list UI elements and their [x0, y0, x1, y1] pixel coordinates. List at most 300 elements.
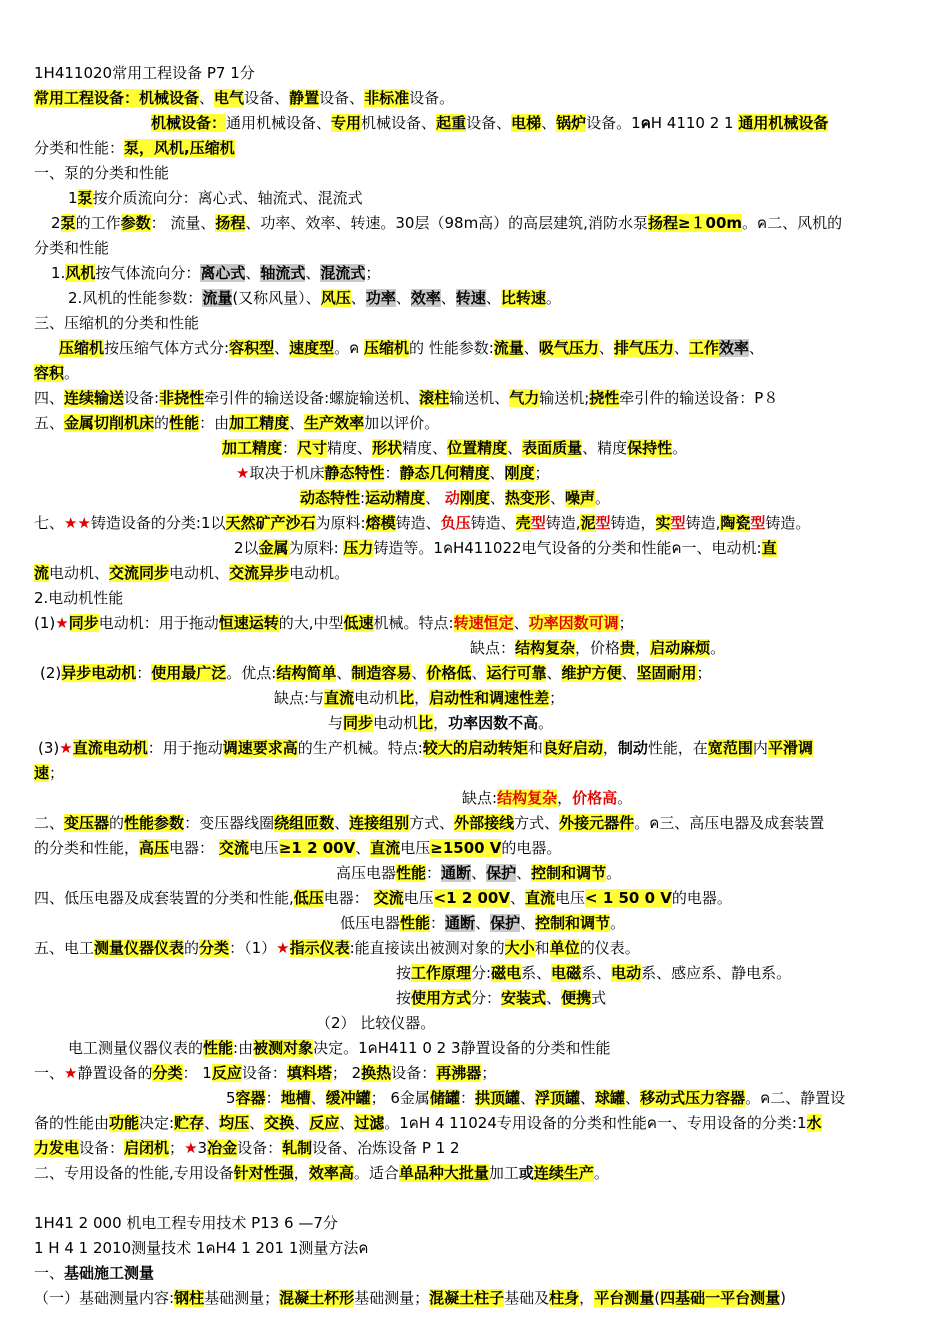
highlighted-text: 性能	[400, 914, 431, 932]
text-segment: 一、	[34, 1264, 65, 1282]
text-segment: 。优点:	[226, 664, 277, 682]
text-line	[234, 537, 777, 559]
highlighted-text: 平台测量	[594, 1289, 655, 1307]
text-segment: ★	[64, 1064, 78, 1082]
text-segment: 。	[610, 914, 626, 932]
text-segment: 。	[593, 1164, 609, 1182]
text-segment: 、	[204, 1114, 220, 1132]
highlighted-text: 性能	[396, 864, 427, 882]
text-segment: 铸造。	[765, 514, 811, 532]
highlighted-text: 变压器	[64, 814, 110, 832]
text-line	[40, 662, 712, 684]
text-line	[34, 937, 640, 959]
text-segment: 1	[68, 189, 78, 207]
gray-highlighted-text: 通断	[441, 864, 472, 882]
text-segment: 为原料:	[315, 514, 366, 532]
text-segment: 、	[546, 989, 562, 1007]
highlighted-text: 低速	[343, 614, 374, 632]
text-line	[68, 187, 363, 209]
text-segment: 四、低压电器及成套装置的分类和性能,	[34, 889, 294, 907]
text-segment: :由	[233, 1039, 254, 1057]
text-line	[236, 462, 550, 484]
text-segment: 系、	[521, 964, 552, 982]
text-segment: 输送机、	[449, 389, 510, 407]
highlighted-text: 金属	[258, 539, 289, 557]
text-segment: 、	[598, 339, 614, 357]
highlighted-text: 参数	[120, 214, 151, 232]
highlighted-text: 宽范围	[707, 739, 753, 757]
text-segment: 。ค	[334, 339, 364, 357]
text-segment: 设备:	[124, 389, 160, 407]
text-segment: 通用机械设备、	[226, 114, 332, 132]
highlighted-text: 刚度	[504, 464, 535, 482]
text-segment: 、	[489, 464, 505, 482]
gray-highlighted-text: 保护	[486, 864, 517, 882]
text-segment: 、	[336, 664, 352, 682]
text-segment: 机械设备、	[361, 114, 437, 132]
text-segment: (	[654, 1289, 661, 1307]
text-segment: 电动机、	[49, 564, 110, 582]
text-segment: ： 流量、	[150, 214, 216, 232]
highlighted-text: 滚柱	[419, 389, 450, 407]
highlighted-text: 压力	[343, 539, 374, 557]
text-line	[34, 1287, 786, 1309]
text-segment: 、	[411, 664, 427, 682]
highlighted-text: 结构复杂	[515, 639, 576, 657]
highlighted-text: 形状	[372, 439, 403, 457]
highlighted-text: <1 2 00V	[433, 889, 510, 907]
highlighted-text: 性能参数	[124, 814, 185, 832]
highlighted-text: 交流异步	[229, 564, 290, 582]
text-line	[34, 62, 255, 84]
text-segment: 电压	[248, 839, 279, 857]
text-segment: 与	[328, 714, 344, 732]
highlighted-text: 连续生产	[533, 1164, 594, 1182]
text-segment: 、	[395, 289, 411, 307]
highlighted-text: 直流电动机	[72, 739, 148, 757]
text-segment: 铸造、	[395, 514, 441, 532]
text-segment: 、	[249, 1114, 265, 1132]
text-line	[34, 812, 824, 834]
text-segment: 、精度	[582, 439, 628, 457]
highlighted-text: 价格低	[426, 664, 472, 682]
text-segment: 、	[339, 1114, 355, 1132]
text-segment: 1.	[51, 264, 66, 282]
highlighted-text: 通用机械设备	[738, 114, 829, 132]
text-line	[38, 737, 813, 759]
text-segment: ，	[293, 1164, 309, 1182]
gray-highlighted-text: 转速	[455, 289, 486, 307]
text-segment: ：	[430, 914, 446, 932]
highlighted-text: 较大的启动转矩	[422, 739, 528, 757]
text-segment: 、	[334, 814, 350, 832]
text-segment: ★	[55, 614, 69, 632]
text-segment: 精度、	[402, 439, 448, 457]
highlighted-text: 热变形	[504, 489, 550, 507]
highlighted-text: 再沸器	[436, 1064, 482, 1082]
highlighted-text: 柱身	[549, 1289, 580, 1307]
text-segment: (1)	[34, 614, 56, 632]
text-segment: ，	[579, 1289, 595, 1307]
text-segment: 、	[425, 489, 445, 507]
text-segment: 决定。1ค	[313, 1039, 378, 1057]
highlighted-text: 混凝土杯形	[279, 1289, 355, 1307]
text-segment: (2)	[40, 664, 62, 682]
text-segment: 加工	[488, 1164, 519, 1182]
text-segment: ：	[459, 1089, 475, 1107]
highlighted-text: 启闭机	[124, 1139, 170, 1157]
text-line	[396, 987, 606, 1009]
gray-highlighted-text: 保护	[490, 914, 521, 932]
text-segment: ，	[635, 639, 651, 657]
text-segment: 七、	[34, 514, 65, 532]
highlighted-text: 速	[34, 764, 50, 782]
text-line	[34, 587, 123, 609]
text-segment: 铸造,	[545, 514, 581, 532]
text-line	[222, 437, 687, 459]
highlighted-text: 连续输送	[64, 389, 125, 407]
text-segment: 和	[527, 739, 543, 757]
text-line	[51, 262, 380, 284]
text-segment: 系、感应系、静电系。	[641, 964, 792, 982]
highlighted-text: 流	[34, 564, 50, 582]
text-segment: ；	[481, 1064, 497, 1082]
text-segment: 电压	[403, 889, 434, 907]
text-segment: 、	[748, 339, 764, 357]
highlighted-text: 功率因数可调	[528, 614, 619, 632]
text-segment: 设备：	[79, 1139, 125, 1157]
text-segment: ：	[426, 864, 442, 882]
highlighted-text: 浮顶罐	[535, 1089, 581, 1107]
highlighted-text: 测量仪器仪表	[94, 939, 185, 957]
text-segment: 电压	[555, 889, 586, 907]
text-segment: 、	[355, 839, 371, 857]
text-segment: 。ค三、高压电器及成套装置	[634, 814, 825, 832]
text-segment: 的 性能参数:	[408, 339, 494, 357]
text-line	[34, 762, 64, 784]
highlighted-text: 交流	[218, 839, 249, 857]
text-segment: (又称风量）、	[232, 289, 321, 307]
text-line	[34, 512, 810, 534]
highlighted-text: 外接元器件	[559, 814, 635, 832]
text-segment: H 4 11024专用设备的分类和性能ค一、专用设备的分类:1	[418, 1114, 807, 1132]
text-segment: 按	[396, 989, 412, 1007]
text-segment: ；	[49, 764, 65, 782]
text-segment: 、功率、效率、转速。30层（98m高）的高层建筑,消防水泵	[245, 214, 648, 232]
text-segment: ；	[534, 464, 550, 482]
text-segment: ：由	[199, 414, 230, 432]
highlighted-text: 陶瓷	[720, 514, 751, 532]
text-segment: 决定:	[139, 1114, 175, 1132]
text-segment: 1H411020常用工程设备 P7 1分	[34, 64, 255, 82]
highlighted-text: 直	[761, 539, 777, 557]
highlighted-text: 磁电	[491, 964, 522, 982]
highlighted-text: 流量	[493, 339, 524, 357]
text-segment: 设备、冶炼设备 P 1 2	[312, 1139, 460, 1157]
text-segment: 2以	[234, 539, 259, 557]
text-segment: 基础施工测量	[64, 1264, 155, 1282]
highlighted-text: 电梯	[511, 114, 542, 132]
text-segment: 铸造，	[610, 514, 656, 532]
text-segment: 的分类和性能，	[34, 839, 140, 857]
text-line	[34, 837, 561, 859]
text-segment: ；	[169, 1139, 185, 1157]
text-segment: 电压	[400, 839, 431, 857]
text-segment: 。适合	[353, 1164, 399, 1182]
gray-highlighted-text: 离心式	[200, 264, 246, 282]
text-segment: 。ค二、静置设	[745, 1089, 846, 1107]
highlighted-text: 单品种大批量	[398, 1164, 489, 1182]
highlighted-text: 工作	[688, 339, 719, 357]
text-segment: 静置设备的	[77, 1064, 153, 1082]
text-segment: 分：	[471, 989, 502, 1007]
highlighted-text: < 1 50 0 V	[585, 889, 672, 907]
text-segment: 的仪表。	[579, 939, 640, 957]
highlighted-text: ≥1500 V	[430, 839, 502, 857]
text-segment: 分:	[471, 964, 492, 982]
text-segment: ：变压器线圈	[184, 814, 275, 832]
highlighted-text: 速度型	[289, 339, 335, 357]
text-segment: 输送机;	[539, 389, 590, 407]
text-segment: 的大,中型	[278, 614, 344, 632]
highlighted-text: 锅炉	[556, 114, 587, 132]
text-line	[34, 387, 778, 409]
highlighted-text: 过滤	[354, 1114, 385, 1132]
text-segment: ★	[276, 939, 290, 957]
text-segment: 。	[710, 639, 726, 657]
highlighted-text: 容积型	[229, 339, 275, 357]
highlighted-text: 气力	[509, 389, 540, 407]
text-segment: 电动机、	[169, 564, 230, 582]
highlighted-text: 恒速运转	[218, 614, 279, 632]
highlighted-text: 容器	[235, 1089, 266, 1107]
text-segment: ，	[414, 689, 430, 707]
text-segment: ★	[236, 464, 250, 482]
text-segment: 设备、	[466, 114, 512, 132]
text-segment: 方式、	[514, 814, 560, 832]
text-segment: 基础测量；	[354, 1289, 430, 1307]
highlighted-text: 维护方便	[561, 664, 622, 682]
highlighted-text: 控制和调节	[535, 914, 611, 932]
highlighted-text: 低压	[293, 889, 324, 907]
highlighted-text: 加工精度	[229, 414, 290, 432]
highlighted-text: 容积	[34, 364, 65, 382]
highlighted-text: 机械设备	[139, 89, 200, 107]
highlighted-text: 机械设备：	[151, 114, 227, 132]
text-segment: 电动机	[373, 714, 419, 732]
text-segment: 系、	[581, 964, 612, 982]
text-segment: :	[360, 489, 366, 507]
highlighted-text: 地槽	[280, 1089, 311, 1107]
text-line	[34, 1137, 460, 1159]
highlighted-text: 动态特性	[300, 489, 361, 507]
highlighted-text: 移动式压力容器	[640, 1089, 746, 1107]
text-segment: 、	[541, 114, 557, 132]
text-segment: 、	[580, 1089, 596, 1107]
highlighted-text: 直流	[370, 839, 401, 857]
text-segment: 、	[621, 664, 637, 682]
text-segment: 的工作	[75, 214, 121, 232]
text-segment: 高压电器	[336, 864, 397, 882]
text-segment: 的生产机械。特点:	[297, 739, 423, 757]
text-line	[226, 1087, 845, 1109]
highlighted-text: 扬程	[215, 214, 246, 232]
highlighted-text: 静态特性	[324, 464, 385, 482]
highlighted-text: 冶金	[207, 1139, 238, 1157]
text-line	[34, 162, 169, 184]
text-line	[34, 137, 235, 159]
text-segment: 一、	[34, 1064, 65, 1082]
highlighted-text: 坚固耐用	[636, 664, 697, 682]
highlighted-text: 功能	[109, 1114, 140, 1132]
highlighted-text: 挠性	[589, 389, 620, 407]
text-segment: ★	[59, 739, 73, 757]
text-segment: 加以评价。	[364, 414, 440, 432]
text-line	[316, 1012, 435, 1034]
highlighted-text: 电气	[214, 89, 245, 107]
text-segment: 分类和性能	[34, 239, 110, 257]
text-segment: 电器：	[169, 839, 219, 857]
text-line	[34, 1237, 368, 1259]
text-segment: 或	[518, 1164, 534, 1182]
text-segment: 、	[310, 1089, 326, 1107]
highlighted-text: 起重	[436, 114, 467, 132]
text-segment: （2） 比较仪器。	[316, 1014, 436, 1032]
text-segment: 、	[513, 614, 529, 632]
text-segment: 设备、	[319, 89, 365, 107]
text-segment: ★	[184, 1139, 198, 1157]
text-segment: 。	[545, 289, 561, 307]
text-line	[34, 1112, 822, 1134]
text-segment: 取决于机床	[249, 464, 325, 482]
text-segment: 和	[534, 939, 550, 957]
text-segment: 、	[625, 1089, 641, 1107]
text-line	[34, 1212, 338, 1234]
text-segment: 四、	[34, 389, 65, 407]
text-segment: ：	[384, 464, 400, 482]
highlighted-text: 工作原理	[411, 964, 472, 982]
text-segment: 型	[530, 514, 546, 532]
text-segment: 。	[594, 489, 610, 507]
highlighted-text: 分类	[152, 1064, 183, 1082]
highlighted-text: 风压	[320, 289, 351, 307]
text-segment: 、	[294, 1114, 310, 1132]
highlighted-text: 位置精度	[447, 439, 508, 457]
text-line	[300, 487, 610, 509]
text-segment: ★★	[64, 514, 91, 532]
text-segment: 制动	[617, 739, 648, 757]
text-segment: 、	[475, 914, 491, 932]
text-segment: 电动机	[354, 689, 400, 707]
text-segment: 的	[154, 414, 170, 432]
highlighted-text: 使用方式	[411, 989, 472, 1007]
text-segment: 设备、	[244, 89, 290, 107]
gray-highlighted-text: 轴流式	[260, 264, 306, 282]
text-segment: 2.电动机性能	[34, 589, 124, 607]
text-segment: ，价格	[575, 639, 621, 657]
highlighted-text: 钢柱	[174, 1289, 205, 1307]
text-line	[34, 362, 79, 384]
highlighted-text: 静态几何精度	[399, 464, 490, 482]
text-line	[274, 687, 564, 709]
text-segment: 、	[549, 489, 565, 507]
highlighted-text: 缓冲罐	[325, 1089, 371, 1107]
highlighted-text: 静置	[289, 89, 320, 107]
highlighted-text: 力发电	[34, 1139, 80, 1157]
text-segment: 的电器。	[501, 839, 562, 857]
text-segment: 分类和性能：	[34, 139, 125, 157]
text-segment: 5	[226, 1089, 236, 1107]
highlighted-text: 直流	[525, 889, 556, 907]
text-segment: 、	[471, 664, 487, 682]
highlighted-text: 专用	[331, 114, 362, 132]
text-segment: 价格高	[572, 789, 618, 807]
text-segment: 低压电器	[340, 914, 401, 932]
highlighted-text: 性能	[203, 1039, 234, 1057]
highlighted-text: 噪声	[564, 489, 595, 507]
text-segment: 、	[350, 289, 366, 307]
text-segment: 基础测量；	[204, 1289, 280, 1307]
highlighted-text: 启动性和调速性差	[429, 689, 550, 707]
highlighted-text: 泵	[77, 189, 93, 207]
text-line	[328, 712, 553, 734]
highlighted-text: 泥	[580, 514, 596, 532]
highlighted-text: 刚度	[459, 489, 490, 507]
text-segment: ：	[136, 664, 152, 682]
text-segment: :能直接读出被测对象的	[349, 939, 505, 957]
text-segment: 2.风机的性能参数：	[68, 289, 203, 307]
text-segment: 设备：	[391, 1064, 437, 1082]
highlighted-text: 表面质量	[522, 439, 583, 457]
highlighted-text: 加工精度	[222, 439, 283, 457]
text-segment: 设备。1	[586, 114, 641, 132]
highlighted-text: 泵，风机,压缩机	[124, 139, 235, 157]
highlighted-text: 壳	[515, 514, 531, 532]
text-segment: ： 1	[182, 1064, 212, 1082]
highlighted-text: 换热	[361, 1064, 392, 1082]
highlighted-text: 尺寸	[297, 439, 328, 457]
text-segment: 按	[396, 964, 412, 982]
highlighted-text: 保持性	[627, 439, 673, 457]
text-segment: 缺点:	[462, 789, 498, 807]
text-segment: 。	[617, 789, 633, 807]
highlighted-text: 贵	[620, 639, 636, 657]
highlighted-text: 平滑调	[767, 739, 813, 757]
highlighted-text: 制造容易	[351, 664, 412, 682]
highlighted-text: 被测对象	[253, 1039, 314, 1057]
text-segment: 二、	[34, 814, 65, 832]
text-segment: 的	[109, 814, 125, 832]
highlighted-text: 交流同步	[109, 564, 170, 582]
text-line	[34, 237, 109, 259]
highlighted-text: 常用工程设备：	[34, 89, 140, 107]
text-line	[470, 637, 725, 659]
highlighted-text: 实	[655, 514, 671, 532]
text-segment: 缺点：	[470, 639, 516, 657]
highlighted-text: 拱顶罐	[474, 1089, 520, 1107]
text-line	[34, 1262, 154, 1284]
text-segment: 、	[245, 264, 261, 282]
highlighted-text: 金属切削机床	[64, 414, 155, 432]
text-segment: 备的性能由	[34, 1114, 110, 1132]
text-line	[34, 312, 199, 334]
text-segment: 、	[305, 264, 321, 282]
highlighted-text: 贮存	[174, 1114, 205, 1132]
highlighted-text: 电动	[611, 964, 642, 982]
text-segment: 的电器。	[671, 889, 732, 907]
highlighted-text: 四基础一平台测量	[660, 1289, 781, 1307]
gray-highlighted-text: 效率	[718, 339, 749, 357]
